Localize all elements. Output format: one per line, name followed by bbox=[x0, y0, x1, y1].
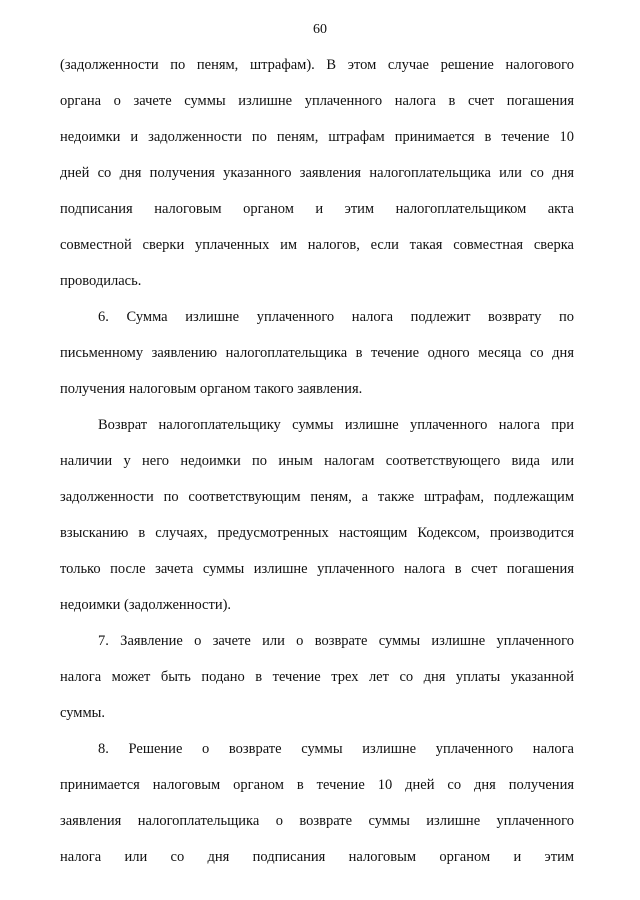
text-line: налога может быть подано в течение трех лет со дня уплаты указанной bbox=[60, 669, 574, 685]
text-line: органа о зачете суммы излишне уплаченного налога в счет погашения bbox=[60, 93, 574, 109]
text-line: задолженности по соответствующим пеням, а также штрафам, подлежащим bbox=[60, 489, 574, 505]
text-line: 6. Сумма излишне уплаченного налога подлежит возврату по bbox=[98, 309, 574, 325]
text-line: совместной сверки уплаченных им налогов, если такая совместная сверка bbox=[60, 237, 574, 253]
text-line: суммы. bbox=[60, 705, 106, 721]
text-line: взысканию в случаях, предусмотренных настоящим Кодексом, производится bbox=[60, 525, 574, 541]
text-line: письменному заявлению налогоплательщика в течение одного месяца со дня bbox=[60, 345, 574, 361]
text-line: заявления налогоплательщика о возврате суммы излишне уплаченного bbox=[60, 813, 574, 829]
document-body bbox=[60, 48, 574, 876]
text-line: Возврат налогоплательщику суммы излишне уплаченного налога при bbox=[98, 417, 574, 433]
text-line: подписания налоговым органом и этим налогоплательщиком акта bbox=[60, 201, 574, 217]
text-line: недоимки и задолженности по пеням, штрафам принимается в течение 10 bbox=[60, 129, 574, 145]
text-line: 7. Заявление о зачете или о возврате суммы излишне уплаченного bbox=[98, 633, 574, 649]
text-line: (задолженности по пеням, штрафам). В этом случае решение налогового bbox=[60, 57, 574, 73]
text-line: принимается налоговым органом в течение 10 дней со дня получения bbox=[60, 777, 574, 793]
text-line: получения налоговым органом такого заявления. bbox=[60, 381, 363, 397]
text-line: налога или со дня подписания налоговым органом и этим bbox=[60, 849, 574, 865]
text-line: недоимки (задолженности). bbox=[60, 597, 232, 613]
text-line: 8. Решение о возврате суммы излишне уплаченного налога bbox=[98, 741, 574, 757]
text-line: проводилась. bbox=[60, 273, 142, 289]
page-number: 60 bbox=[313, 22, 327, 37]
text-line: дней со дня получения указанного заявления налогоплательщика или со дня bbox=[60, 165, 574, 181]
text-line: наличии у него недоимки по иным налогам соответствующего вида или bbox=[60, 453, 574, 469]
text-line: только после зачета суммы излишне уплаченного налога в счет погашения bbox=[60, 561, 574, 577]
